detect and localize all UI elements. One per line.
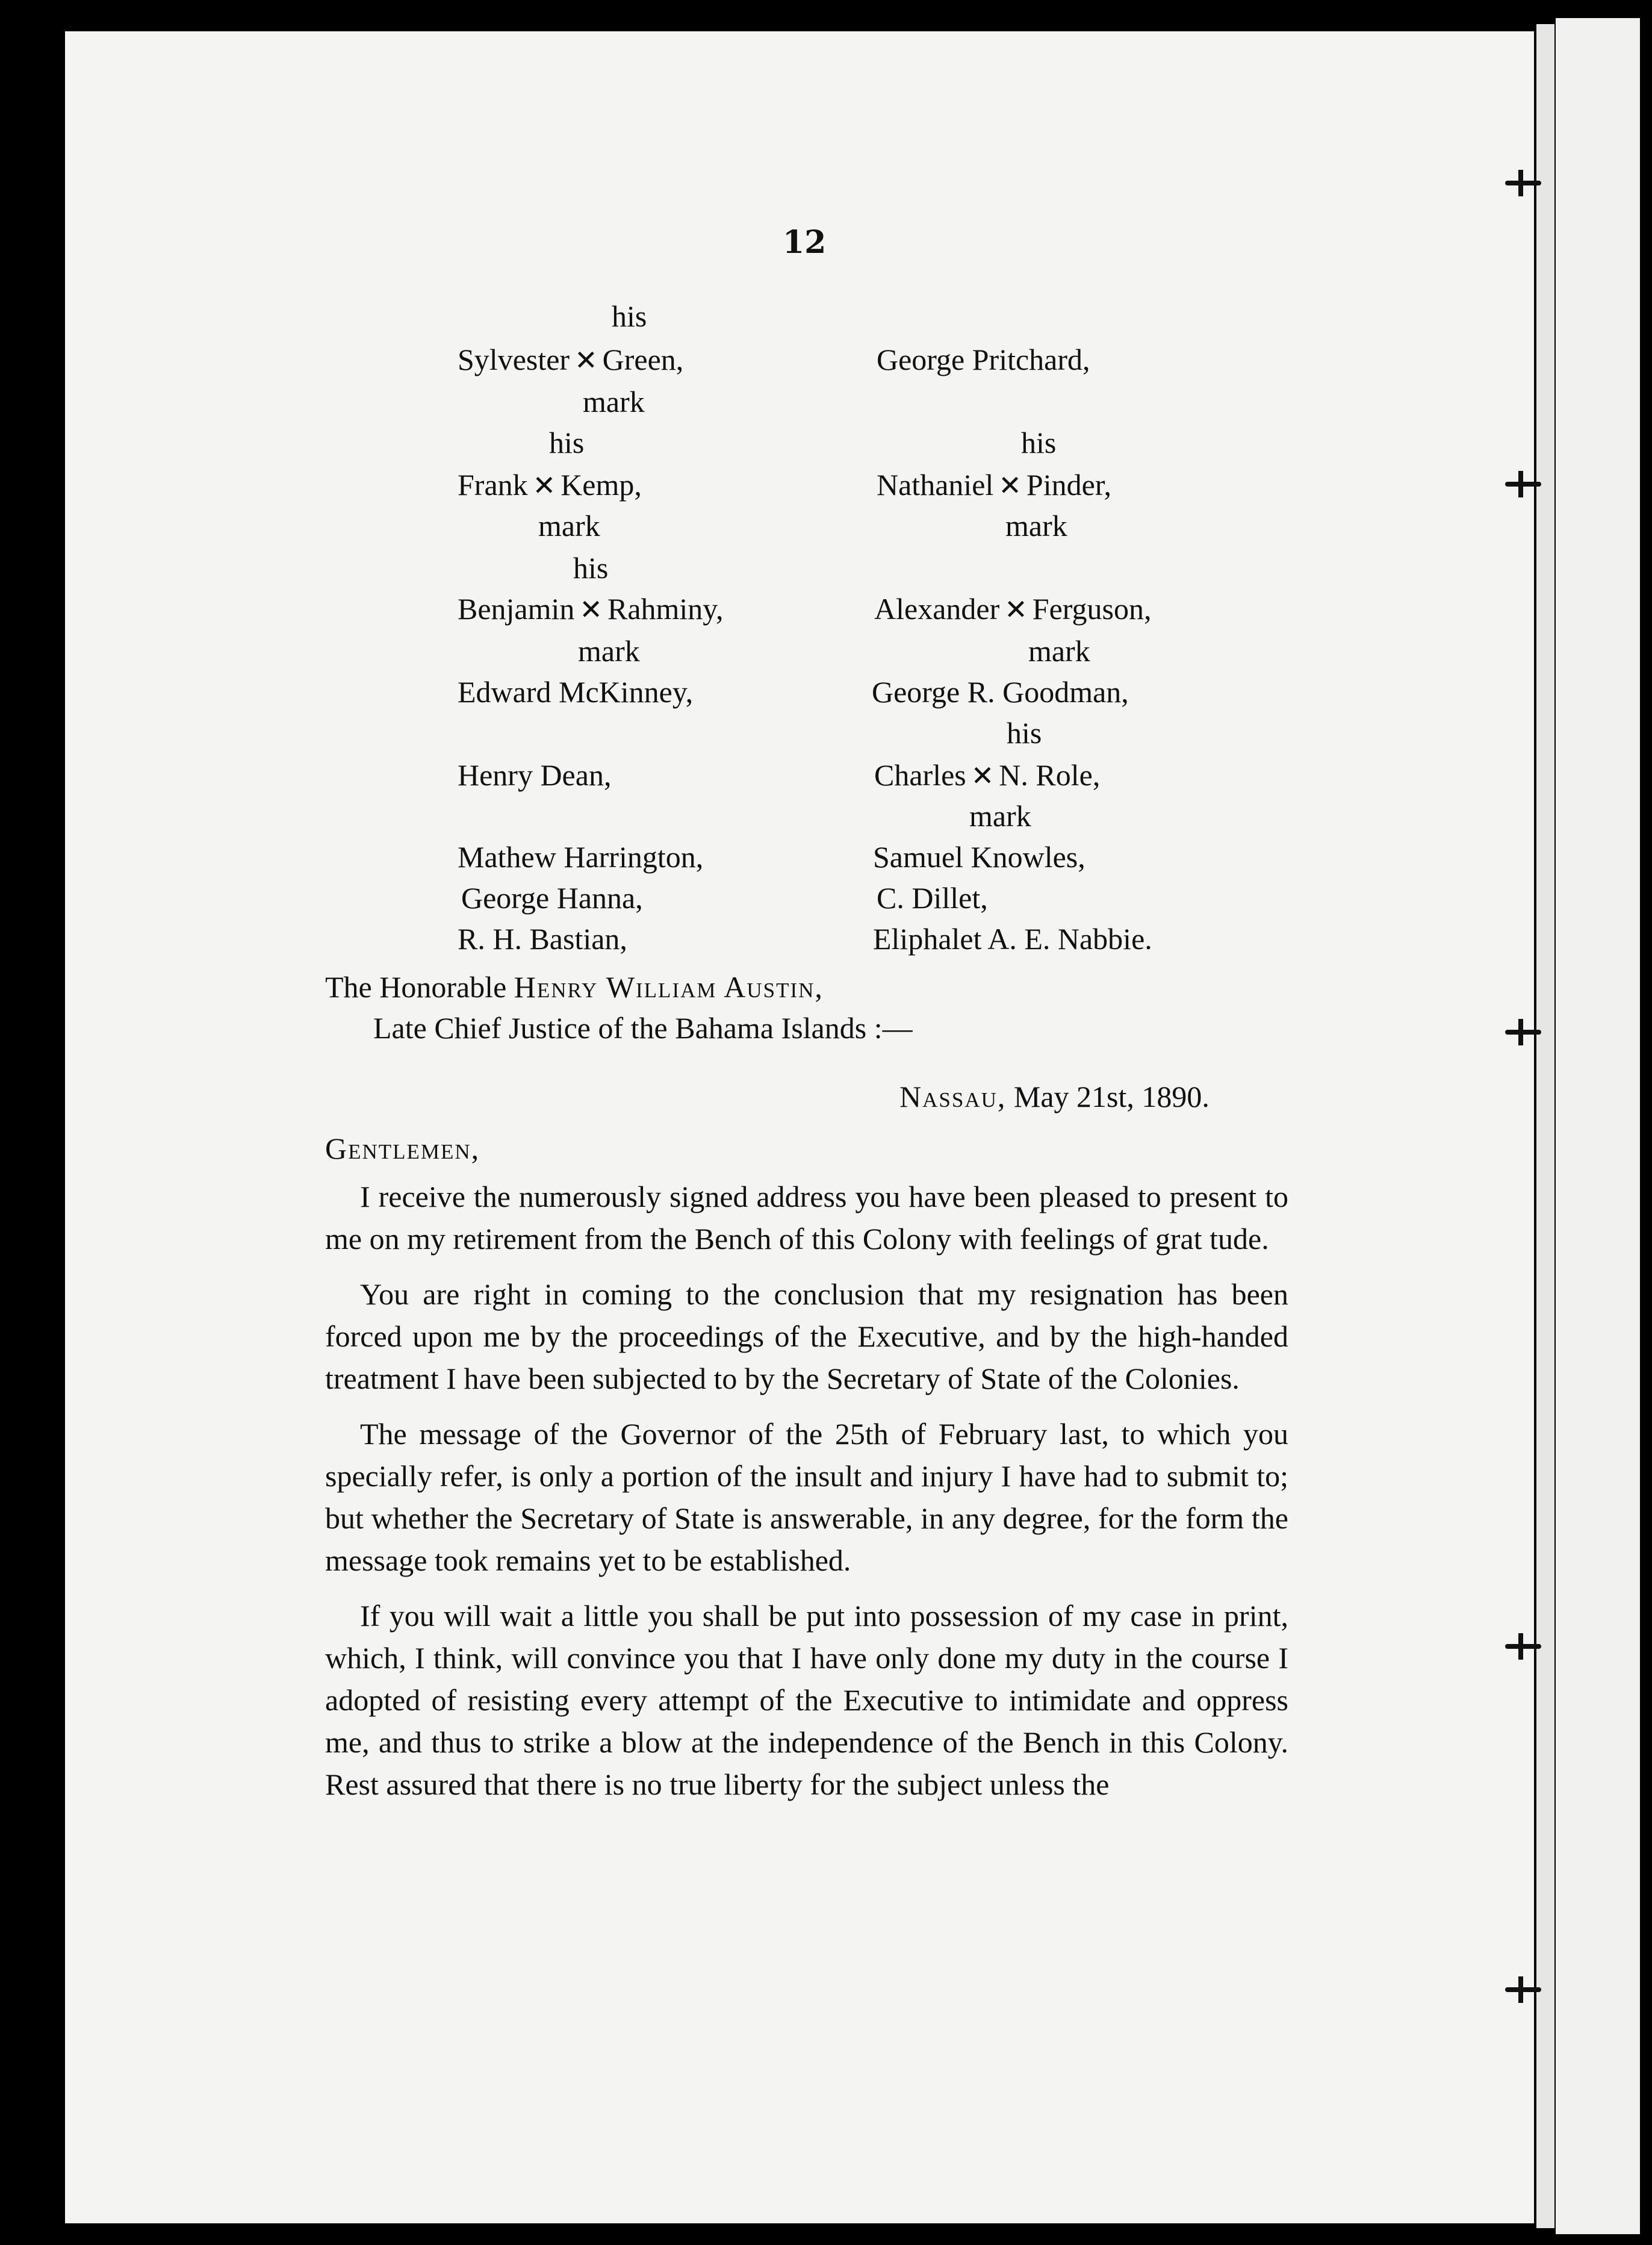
signature-alexander-ferguson — [874, 594, 1152, 624]
dateline-place: Nassau, — [899, 1080, 1007, 1113]
facing-page-edge — [1556, 18, 1640, 2234]
x-mark-icon: ✕ — [998, 469, 1022, 502]
signature-nathaniel-pinder — [877, 470, 1111, 500]
signer-last: N. Role, — [999, 758, 1101, 792]
binding-mark — [1505, 181, 1541, 185]
x-mark-icon: ✕ — [1004, 593, 1028, 626]
signature-c-dillet: C. Dillet, — [877, 881, 988, 915]
signature-rh-bastian: R. H. Bastian, — [458, 922, 627, 956]
addressee-name: Henry William Austin, — [514, 970, 824, 1004]
signature-benjamin-rahminy — [458, 594, 724, 624]
signature-george-hanna: George Hanna, — [461, 881, 643, 915]
binding-mark — [1505, 1644, 1541, 1649]
signer-first: Alexander — [874, 592, 1000, 626]
letter-body — [325, 1175, 1288, 1819]
address-line-2: Late Chief Justice of the Bahama Islands :— — [373, 1011, 913, 1045]
binding-mark — [1505, 1030, 1541, 1035]
signer-first: Charles — [874, 758, 966, 792]
x-mark-icon: ✕ — [532, 469, 556, 502]
address-prefix: The Honorable — [325, 970, 507, 1004]
his-label: his — [573, 551, 609, 585]
signer-last: Pinder, — [1026, 468, 1111, 502]
signature-george-r-goodman: George R. Goodman, — [872, 675, 1129, 709]
mark-label: mark — [583, 385, 645, 419]
signature-edward-mckinney: Edward McKinney, — [458, 675, 694, 709]
page-edge — [1536, 24, 1554, 2228]
address-line-1 — [325, 970, 824, 1004]
signer-last: Ferguson, — [1032, 592, 1152, 626]
x-mark-icon: ✕ — [574, 344, 598, 376]
page-number: 12 — [783, 224, 827, 261]
mark-label: mark — [969, 799, 1031, 833]
signature-eliphalet-nabbie: Eliphalet A. E. Nabbie. — [873, 922, 1152, 956]
paragraph: I receive the numerously signed address you have been pleased to present to me on my retirement from the Bench of this Colony with feelings of grat tude. — [325, 1180, 1288, 1256]
dateline-date: May 21st, 1890. — [1013, 1080, 1210, 1113]
page — [65, 31, 1534, 2223]
signer-first: Frank — [458, 468, 528, 502]
signer-last: Green, — [602, 343, 684, 376]
dateline — [899, 1079, 1210, 1114]
signer-first: Nathaniel — [877, 468, 994, 502]
signer-last: Kemp, — [560, 468, 642, 502]
signature-mathew-harrington: Mathew Harrington, — [458, 840, 704, 874]
binding-mark — [1505, 1987, 1541, 1992]
paragraph: If you will wait a little you shall be put into possession of my case in print, which, I think, will convince you that I have only done my duty in the course I adopted of resisting every attempt of the Executive to intimidate and oppress me, and thus to strike a blow at the independence of the Bench in this Colony. Rest assured that there is no true liberty for the subject unless the — [325, 1599, 1288, 1801]
signature-samuel-knowles: Samuel Knowles, — [873, 840, 1085, 874]
signer-first: Sylvester — [458, 343, 570, 376]
mark-label: mark — [578, 634, 640, 668]
paragraph: The message of the Governor of the 25th of February last, to which you specially refer, is only a portion of the insult and injury I have had to submit to; but whether the Secretary of State is answerable, in any degree, for the form the message took remains yet to be established. — [325, 1417, 1288, 1577]
his-label: his — [549, 426, 585, 459]
binding-mark — [1505, 482, 1541, 487]
signature-sylvester-green — [458, 344, 683, 375]
his-label: his — [1021, 426, 1057, 459]
paragraph: You are right in coming to the conclusion that my resignation has been forced upon me by the proceedings of the Executive, and by the high-handed treatment I have been subjected to by the Secretary of State of the Colonies. — [325, 1277, 1288, 1395]
mark-label: mark — [1005, 509, 1067, 543]
signer-first: Benjamin — [458, 592, 575, 626]
mark-label: mark — [538, 509, 600, 543]
signature-frank-kemp — [458, 470, 642, 500]
signature-henry-dean: Henry Dean, — [458, 758, 612, 792]
his-label: his — [612, 299, 647, 333]
his-label: his — [1007, 716, 1042, 750]
signer-last: Rahminy, — [607, 592, 724, 626]
signature-george-pritchard: George Pritchard, — [877, 343, 1090, 376]
x-mark-icon: ✕ — [970, 759, 995, 792]
signature-charles-n-role — [874, 760, 1100, 790]
x-mark-icon: ✕ — [579, 593, 603, 626]
salutation: Gentlemen, — [325, 1132, 480, 1165]
mark-label: mark — [1028, 634, 1090, 668]
